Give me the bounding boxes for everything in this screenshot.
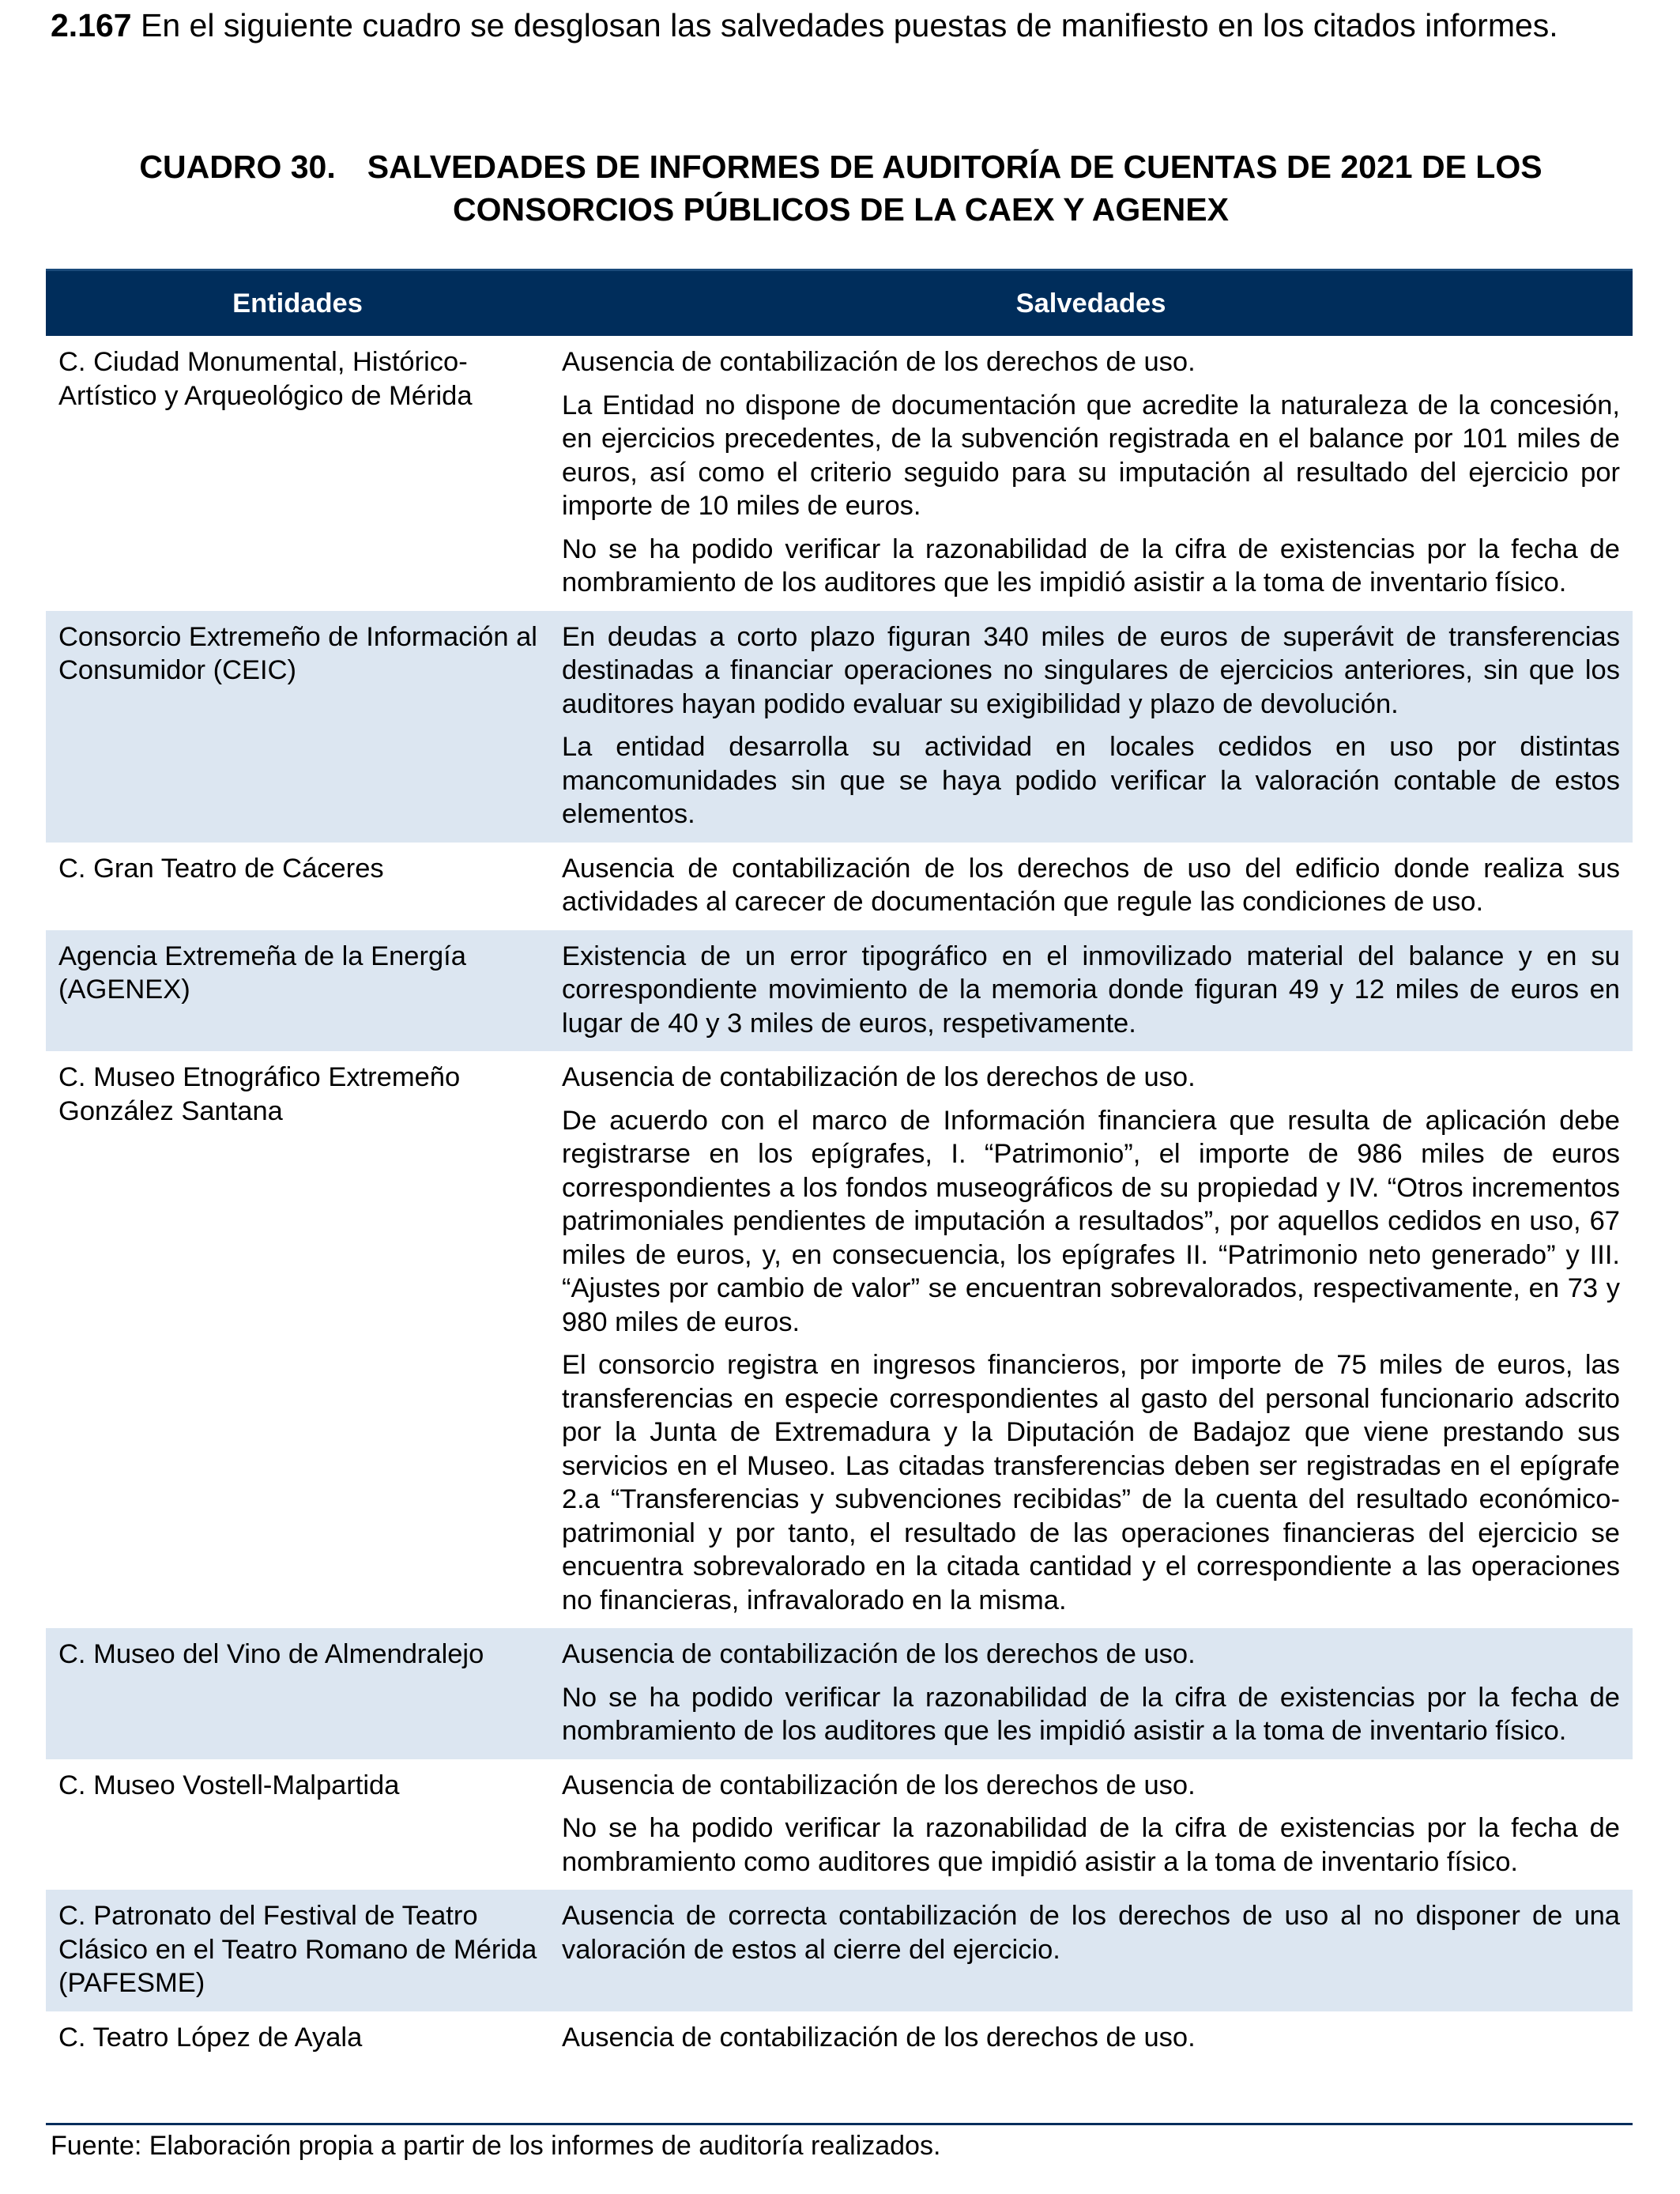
salvedad-item: Ausencia de contabilización de los derechos de uso. [562, 1062, 1196, 1092]
salvedades-cell [549, 1051, 1633, 1628]
salvedades-cell [549, 930, 1633, 1052]
salvedad-item: No se ha podido verificar la razonabilidad de la cifra de existencias por la fecha de nombramiento de los auditores que les impidió asistir a la toma de inventario físico. [562, 1682, 1620, 1746]
salvedades-cell [549, 611, 1633, 843]
salvedad-item: Ausencia de contabilización de los derechos de uso. [562, 1639, 1196, 1669]
salvedad-item: Ausencia de contabilización de los derechos de uso. [562, 347, 1196, 377]
table-row [46, 1890, 1633, 2011]
salvedad-item: Ausencia de contabilización de los derechos de uso. [562, 1770, 1196, 1800]
salvedad-item: En deudas a corto plazo figuran 340 miles de euros de superávit de transferencias destinadas a financiar operaciones no singulares de ejercicios anteriores, sin que los auditores hayan podido evaluar su exigibilidad y plazo de devolución. [562, 621, 1620, 719]
table-row [46, 611, 1633, 843]
salvedad-item: De acuerdo con el marco de Información financiera que resulta de aplicación debe registrarse en los epígrafes, I. “Patrimonio”, el importe de 986 miles de euros correspondientes a los fondos museográficos de su propiedad y IV. “Otros incrementos patrimoniales pendientes de imputación a resultados”, por aquellos cedidos en uso, 67 miles de euros, y, en consecuencia, los epígrafes II. “Patrimonio neto generado” y III. “Ajustes por cambio de valor” se encuentran sobrevalorados, respectivamente, en 73 y 980 miles de euros. [562, 1105, 1620, 1337]
entity-cell: C. Teatro López de Ayala [58, 2022, 363, 2053]
intro-paragraph [51, 5, 1631, 46]
salvedades-cell [549, 843, 1633, 930]
table-bottom-rule [46, 2123, 1633, 2125]
intro-text: En el siguiente cuadro se desglosan las salvedades puestas de manifiesto en los citados informes. [141, 7, 1558, 43]
salvedad-item: Ausencia de contabilización de los derechos de uso. [562, 2022, 1196, 2053]
entity-cell: C. Ciudad Monumental, Histórico-Artístico y Arqueológico de Mérida [58, 347, 473, 411]
table-row [46, 1628, 1633, 1759]
salvedad-item: No se ha podido verificar la razonabilidad de la cifra de existencias por la fecha de nombramiento como auditores que impidió asistir a la toma de inventario físico. [562, 1813, 1620, 1877]
paragraph-number: 2.167 [51, 7, 132, 43]
column-header-entidades: Entidades [46, 270, 549, 337]
salvedad-item: Existencia de un error tipográfico en el inmovilizado material del balance y en su correspondiente movimiento de la memoria donde figuran 49 y 12 miles de euros en lugar de 40 y 3 miles de euros, respetivamente. [562, 941, 1620, 1039]
salvedad-item: La entidad desarrolla su actividad en locales cedidos en uso por distintas mancomunidades sin que se haya podido verificar la valoración contable de estos elementos. [562, 732, 1620, 829]
salvedad-item: Ausencia de correcta contabilización de los derechos de uso al no disponer de una valoración de estos al cierre del ejercicio. [562, 1901, 1620, 1965]
salvedades-cell [549, 336, 1633, 611]
salvedad-item: No se ha podido verificar la razonabilidad de la cifra de existencias por la fecha de nombramiento de los auditores que les impidió asistir a la toma de inventario físico. [562, 533, 1620, 598]
salvedades-cell [549, 1759, 1633, 1891]
entity-cell: C. Patronato del Festival de Teatro Clásico en el Teatro Romano de Mérida (PAFESME) [46, 1890, 549, 2011]
table-row [46, 843, 1633, 930]
entity-cell: Agencia Extremeña de la Energía (AGENEX) [46, 930, 549, 1052]
table-title [51, 145, 1631, 231]
table-header-row [46, 270, 1633, 337]
salvedades-cell [549, 1890, 1633, 2011]
column-header-salvedades: Salvedades [549, 270, 1633, 337]
table-row [46, 336, 1633, 611]
salvedad-item: Ausencia de contabilización de los derechos de uso del edificio donde realiza sus actividades al carecer de documentación que regule las condiciones de uso. [562, 853, 1620, 917]
table-title-line1: SALVEDADES DE INFORMES DE AUDITORÍA DE CUENTAS DE 2021 DE LOS [367, 149, 1543, 185]
table-row [46, 930, 1633, 1052]
salvedades-cell [549, 2011, 1633, 2066]
table-row [46, 2011, 1633, 2066]
entity-cell: C. Gran Teatro de Cáceres [58, 853, 384, 884]
entity-cell: Consorcio Extremeño de Información al Consumidor (CEIC) [46, 611, 549, 843]
table-row [46, 1759, 1633, 1891]
entity-cell: C. Museo Etnográfico Extremeño González Santana [58, 1062, 461, 1126]
salvedades-table [46, 269, 1633, 2065]
salvedades-cell [549, 1628, 1633, 1759]
salvedad-item: La Entidad no dispone de documentación que acredite la naturaleza de la concesión, en ejercicios precedentes, de la subvención registrada en el balance por 101 miles de euros, así como el criterio seguido para su imputación al resultado del ejercicio por importe de 10 miles de euros. [562, 390, 1620, 521]
entity-cell: C. Museo del Vino de Almendralejo [46, 1628, 549, 1759]
salvedad-item: El consorcio registra en ingresos financieros, por importe de 75 miles de euros, las transferencias en especie correspondientes al gasto del personal funcionario adscrito por la Junta de Extremadura y la Diputación de Badajoz que viene prestando sus servicios en el Museo. Las citadas transferencias deben ser registradas en el epígrafe 2.a “Transferencias y subvenciones recibidas” de la cuenta del resultado económico-patrimonial y por tanto, el resultado de las operaciones financieras del ejercicio se encuentra sobrevalorado en la citada cantidad y el correspondiente a las operaciones no financieras, infravalorado en la misma. [562, 1350, 1620, 1615]
table-row [46, 1051, 1633, 1628]
table-title-line2: CONSORCIOS PÚBLICOS DE LA CAEX Y AGENEX [453, 191, 1229, 228]
table-number: CUADRO 30. [139, 149, 336, 185]
source-note: Fuente: Elaboración propia a partir de los informes de auditoría realizados. [51, 2131, 941, 2161]
entity-cell: C. Museo Vostell-Malpartida [58, 1770, 400, 1800]
